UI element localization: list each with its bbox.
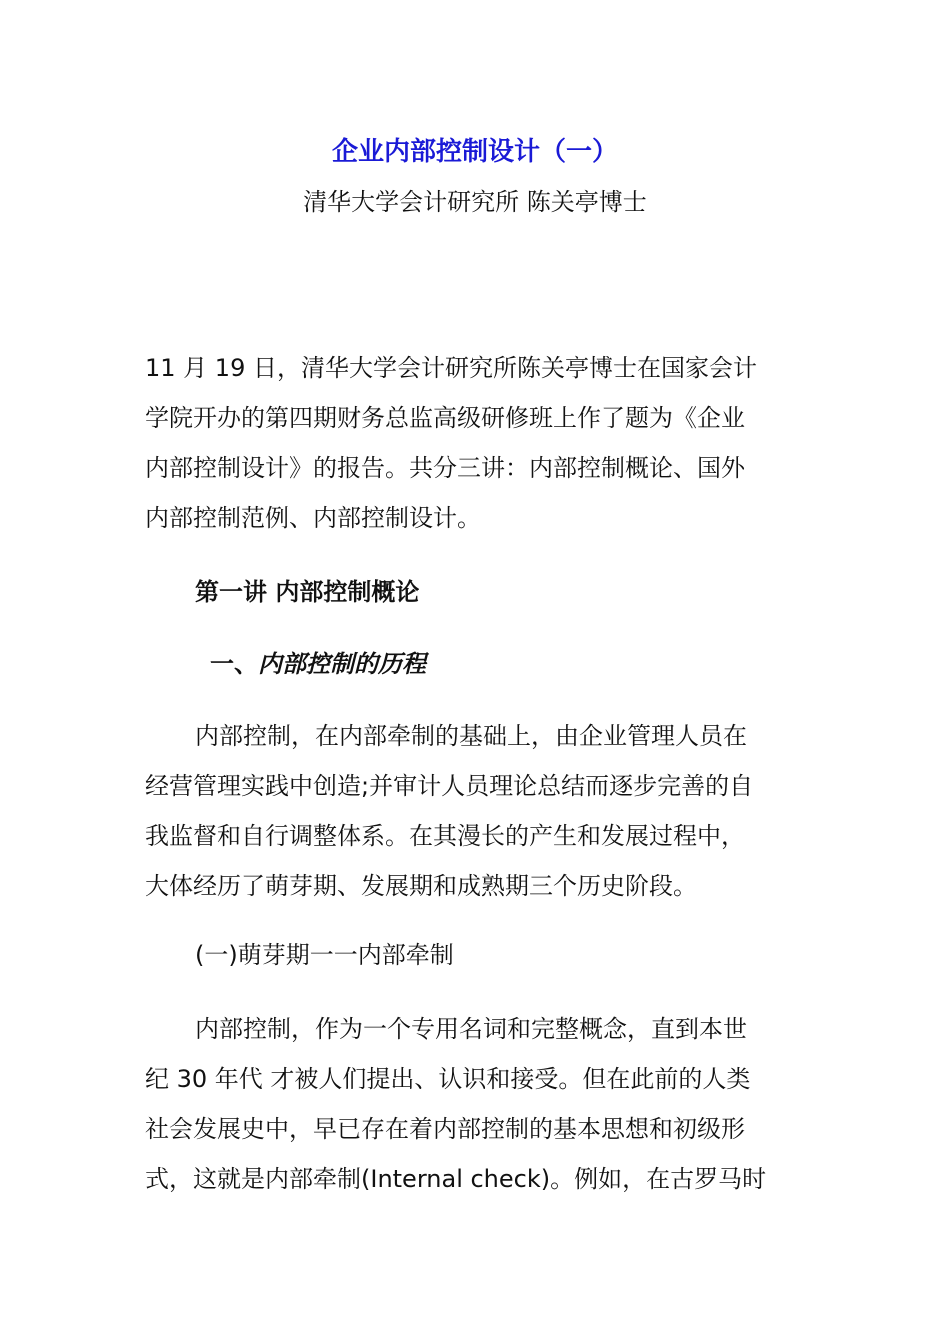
paragraph-line: 经营管理实践中创造;并审计人员理论总结而逐步完善的自 [145,772,754,800]
intro-line: 学院开办的第四期财务总监高级研修班上作了题为《企业 [145,404,745,432]
section-number: 一、 [210,650,258,678]
intro-line: 内部控制设计》的报告。共分三讲：内部控制概论、国外 [145,454,745,482]
intro-line: 11 月 19 日，清华大学会计研究所陈关亭博士在国家会计 [145,354,757,382]
paragraph-line: 纪 30 年代 才被人们提出、认识和接受。但在此前的人类 [145,1065,751,1093]
sprout-paragraph [145,1004,825,1204]
paragraph-line: 内部控制，作为一个专用名词和完整概念，直到本世 [195,1015,747,1043]
paragraph-line: 大体经历了萌芽期、发展期和成熟期三个历史阶段。 [145,872,697,900]
lecture-heading: 第一讲 内部控制概论 [195,578,420,606]
history-paragraph [145,711,825,911]
paragraph-line: 社会发展史中，早已存在着内部控制的基本思想和初级形 [145,1115,745,1143]
paragraph-line: 内部控制，在内部牵制的基础上，由企业管理人员在 [195,722,747,750]
section-heading [210,644,426,684]
paragraph-line: 我监督和自行调整体系。在其漫长的产生和发展过程中， [145,822,745,850]
subsection-heading: (一)萌芽期一一内部牵制 [195,941,454,969]
author-line: 清华大学会计研究所 陈关亭博士 [303,188,647,216]
intro-paragraph [145,343,825,543]
intro-line: 内部控制范例、内部控制设计。 [145,504,481,532]
section-title: 内部控制的历程 [258,650,426,678]
paragraph-line: 式，这就是内部牵制(Internal check)。例如，在古罗马时 [145,1165,767,1193]
document-title: 企业内部控制设计（一） [331,137,618,167]
